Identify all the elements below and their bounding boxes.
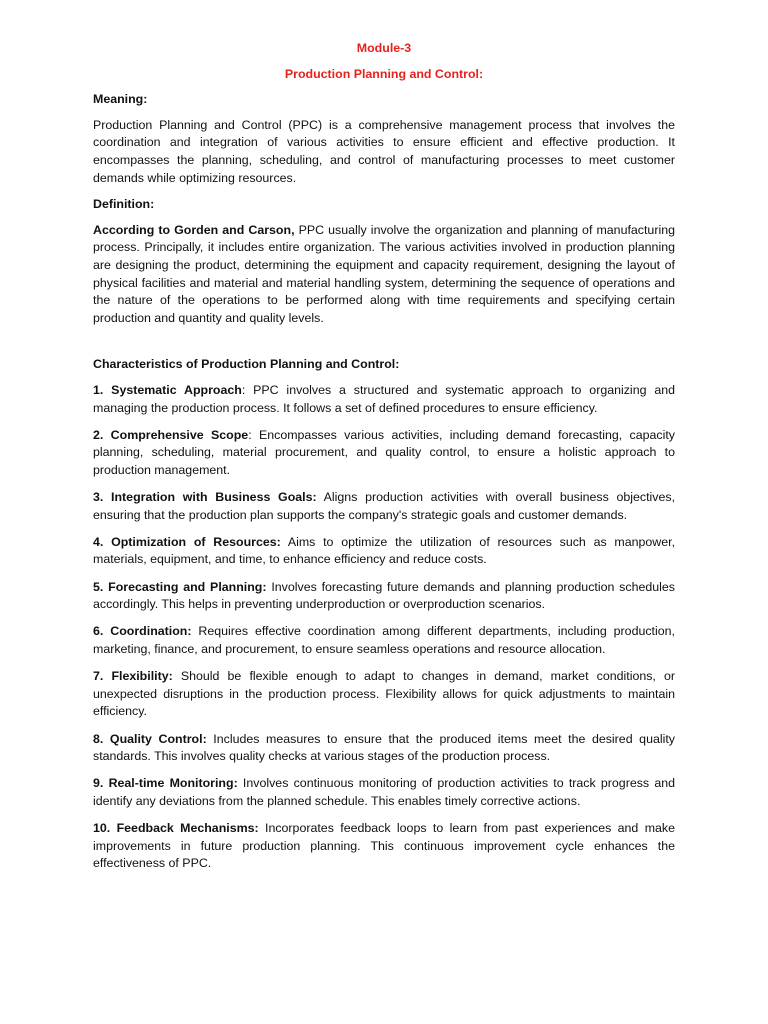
characteristics-heading: Characteristics of Production Planning and Control:: [93, 357, 400, 372]
list-item: [93, 820, 675, 873]
item-text: Includes measures to ensure that the produced items meet the desired quality standards. This involves quality checks at various stages of the production process.: [93, 731, 675, 764]
section-spacer: [93, 336, 675, 356]
item-label: 1. Systematic Approach: [93, 382, 242, 397]
item-text: : PPC involves a structured and systematic approach to organizing and managing the production process. It follows a set of defined procedures to ensure efficiency.: [93, 382, 675, 415]
definition-text: PPC usually involve the organization and planning of manufacturing process. Principally, it includes entire organization. The various activities involved in production planning are designing the product, determining the equipment and capacity requirement, designing the layout of physical facilities and material and material handling system, determining the sequence of operations and the nature of the operations to be performed along with time requirements and specifying certain production and quantity and quality levels.: [93, 222, 675, 325]
item-label: 5. Forecasting and Planning:: [93, 579, 267, 594]
item-text: Aims to optimize the utilization of resources such as manpower, materials, equipment, and time, to enhance efficiency and reduce costs.: [93, 534, 676, 567]
item-label: 4. Optimization of Resources:: [93, 534, 281, 549]
list-item: [93, 668, 675, 721]
item-text: Involves continuous monitoring of production activities to track progress and identify any deviations from the planned schedule. This enables timely corrective actions.: [93, 776, 676, 808]
page-title: Production Planning and Control:: [284, 66, 484, 81]
list-item: [93, 775, 675, 810]
definition-heading: Definition:: [93, 197, 155, 212]
list-item: [93, 623, 675, 658]
list-item: [93, 427, 675, 480]
list-item: [93, 382, 675, 417]
item-text: Aligns production activities with overall business objectives, ensuring that the production plan supports the company's strategic goals and customer demands.: [93, 490, 676, 522]
item-label: 2. Comprehensive Scope: [93, 427, 249, 442]
list-item: [93, 731, 675, 766]
item-label: 6. Coordination:: [93, 624, 192, 639]
item-text: Should be flexible enough to adapt to changes in demand, market conditions, or unexpected disruptions in the production process. Flexibility allows for quick adjustments to maintain efficiency.: [93, 669, 675, 719]
document-page: [93, 40, 675, 883]
item-text: : Encompasses various activities, including demand forecasting, capacity planning, scheduling, material procurement, and quality control, to ensure a holistic approach to production management.: [93, 427, 675, 477]
item-label: 9. Real-time Monitoring:: [93, 776, 238, 791]
item-text: Incorporates feedback loops to learn from past experiences and make improvements in future production planning. This continuous improvement cycle enhances the effectiveness of PPC.: [93, 821, 675, 871]
meaning-paragraph: Production Planning and Control (PPC) is a comprehensive management process that involves the coordination and integration of various activities to ensure efficient and effective production. It encompasses the planning, scheduling, and control of manufacturing processes to meet customer demands while optimizing resources.: [93, 117, 675, 185]
definition-paragraph: [93, 222, 675, 328]
item-text: Involves forecasting future demands and planning production schedules accordingly. This helps in preventing underproduction or overproduction scenarios.: [93, 579, 675, 612]
definition-source: According to Gorden and Carson,: [93, 222, 295, 237]
item-label: 10. Feedback Mechanisms:: [93, 821, 259, 836]
list-item: [93, 579, 675, 614]
meaning-heading: Meaning:: [93, 92, 148, 107]
item-label: 7. Flexibility:: [93, 669, 173, 684]
item-text: Requires effective coordination among different departments, including production, marketing, finance, and procurement, to ensure seamless operations and resource allocation.: [93, 624, 675, 656]
item-label: 8. Quality Control:: [93, 731, 207, 746]
list-item: [93, 489, 675, 524]
module-label: Module-3: [356, 41, 412, 55]
list-item: [93, 534, 675, 569]
item-label: 3. Integration with Business Goals:: [93, 490, 317, 505]
